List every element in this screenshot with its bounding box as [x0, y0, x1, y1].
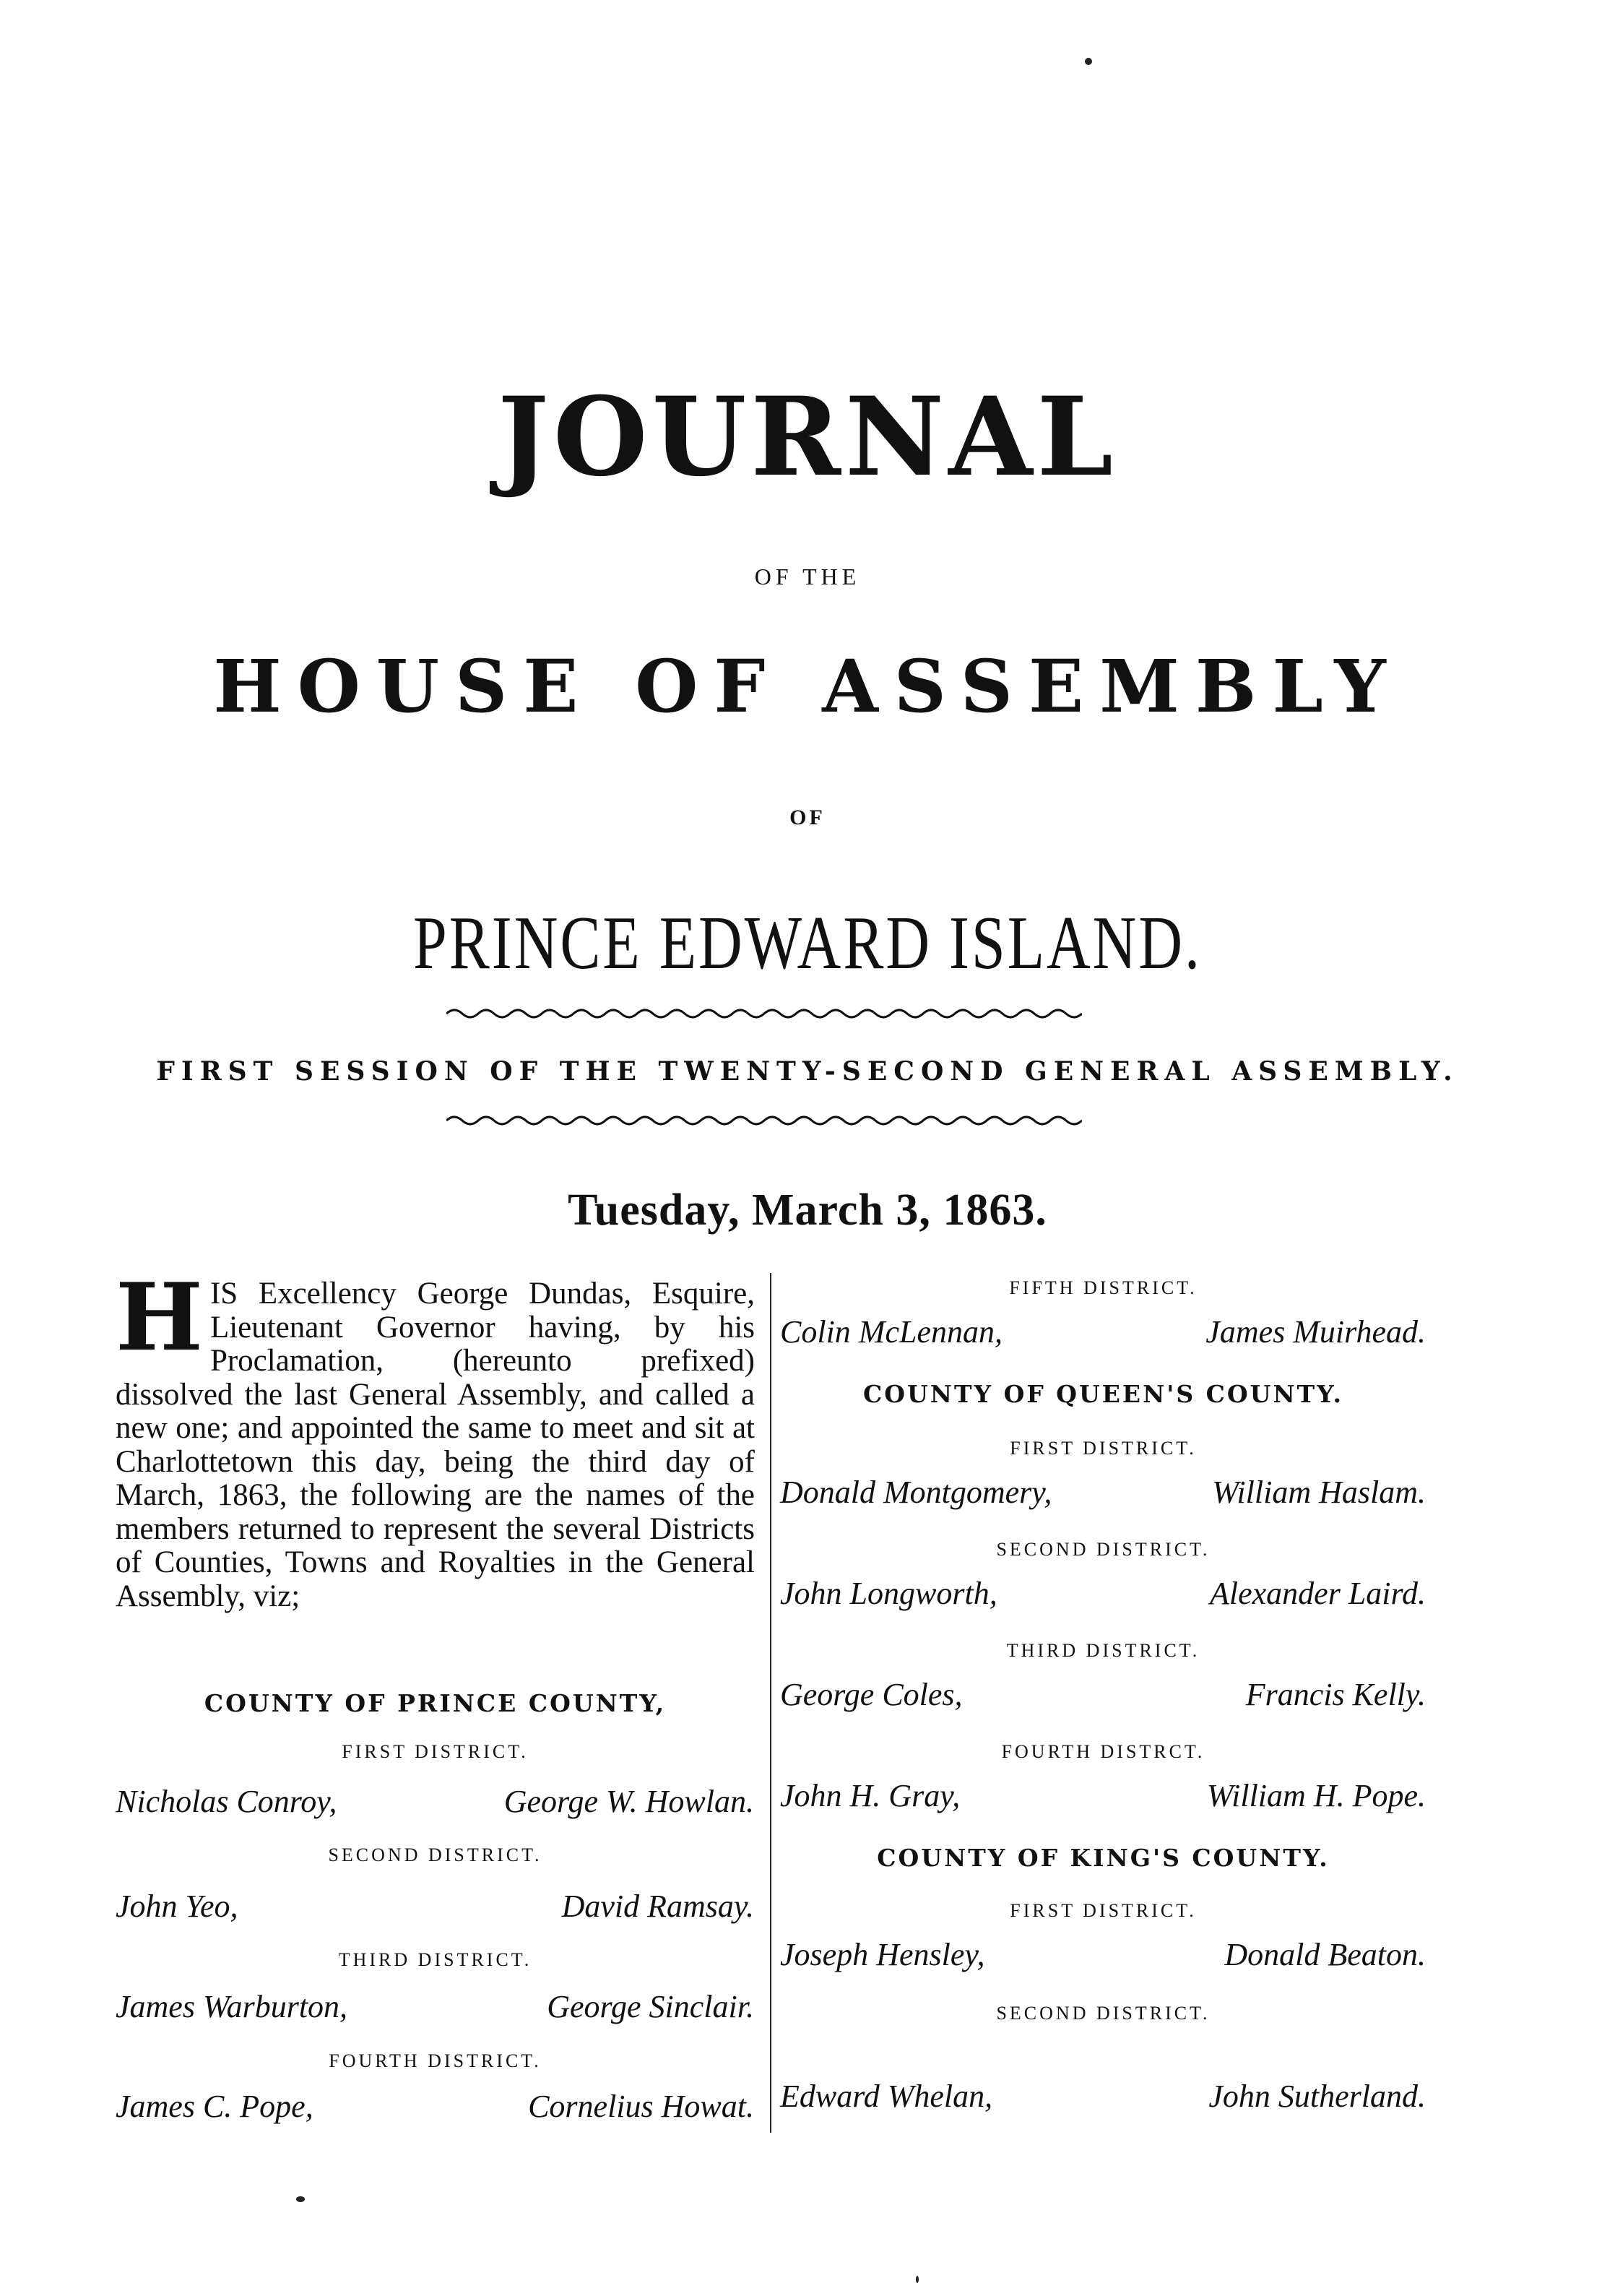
sitting-date: Tuesday, March 3, 1863. — [568, 1186, 1047, 1235]
member-name: William H. Pope. — [1206, 1778, 1426, 1813]
member-name: John H. Gray, — [780, 1778, 961, 1813]
house-of-assembly-title: HOUSE OF ASSEMBLY — [213, 644, 1402, 729]
column-divider — [770, 1273, 771, 2133]
member-name: Francis Kelly. — [1245, 1677, 1426, 1712]
of-line: OF — [789, 806, 826, 829]
of-the-line: OF THE — [754, 564, 861, 590]
member-name: John Sutherland. — [1208, 2079, 1426, 2114]
district-heading: FIRST DISTRICT. — [1010, 1438, 1197, 1459]
district-heading: SECOND DISTRICT. — [996, 2003, 1211, 2024]
journal-title: JOURNAL — [497, 374, 1118, 501]
member-name: William Haslam. — [1212, 1475, 1426, 1510]
member-name: David Ramsay. — [561, 1889, 754, 1924]
district-heading: THIRD DISTRICT. — [338, 1949, 532, 1970]
member-name: Donald Beaton. — [1224, 1937, 1426, 1972]
drop-cap: H — [116, 1264, 203, 1372]
island-title: PRINCE EDWARD ISLAND. — [413, 901, 1202, 985]
scan-speck — [296, 2196, 305, 2202]
member-name: George W. Howlan. — [503, 1784, 754, 1819]
scan-speck — [1085, 58, 1092, 65]
member-name: Joseph Hensley, — [780, 1937, 985, 1972]
wavy-rule-bottom — [446, 1110, 1082, 1131]
district-heading: THIRD DISTRICT. — [1006, 1640, 1200, 1661]
member-name: James Warburton, — [116, 1989, 348, 2024]
district-heading: FOURTH DISTRICT. — [329, 2050, 542, 2071]
member-name: James C. Pope, — [116, 2089, 313, 2124]
district-heading: SECOND DISTRICT. — [328, 1844, 542, 1865]
member-name: James Muirhead. — [1205, 1314, 1426, 1350]
member-name: Alexander Laird. — [1210, 1576, 1426, 1611]
district-heading: FOURTH DISTRCT. — [1001, 1741, 1205, 1762]
district-heading: FIRST DISTRICT. — [342, 1741, 529, 1762]
county-heading-kings: COUNTY OF KING'S COUNTY. — [877, 1844, 1330, 1872]
member-name: Nicholas Conroy, — [116, 1784, 337, 1819]
county-heading-prince: COUNTY OF PRINCE COUNTY, — [204, 1689, 667, 1717]
county-heading-queens: COUNTY OF QUEEN'S COUNTY. — [863, 1380, 1343, 1408]
intro-paragraph — [116, 1264, 755, 1613]
wavy-rule-top — [446, 1003, 1082, 1024]
intro-text: IS Excellency George Dundas, Esquire, Lieutenant Governor having, by his Proclamation, (hereunto prefixed) dissolved the last General Assembly, and called a new one; and appointed the same to meet and sit at Charlottetown this day, being the third day of March, 1863, the following are the names of the members returned to represent the several Districts of Counties, Towns and Royalties in the General Assembly, viz; — [116, 1277, 755, 1613]
session-heading: FIRST SESSION OF THE TWENTY-SECOND GENERAL ASSEMBLY. — [156, 1056, 1459, 1087]
district-heading: FIRST DISTRICT. — [1010, 1900, 1197, 1921]
district-heading: SECOND DISTRICT. — [996, 1539, 1211, 1560]
district-heading: FIFTH DISTRICT. — [1009, 1277, 1198, 1298]
scan-speck — [916, 2276, 919, 2283]
member-name: John Yeo, — [116, 1889, 238, 1924]
member-name: George Coles, — [780, 1677, 963, 1712]
member-name: John Longworth, — [780, 1576, 997, 1611]
member-name: Edward Whelan, — [780, 2079, 993, 2114]
member-name: Donald Montgomery, — [780, 1475, 1052, 1510]
member-name: George Sinclair. — [547, 1989, 754, 2024]
member-name: Cornelius Howat. — [528, 2089, 754, 2124]
member-name: Colin McLennan, — [780, 1314, 1003, 1350]
